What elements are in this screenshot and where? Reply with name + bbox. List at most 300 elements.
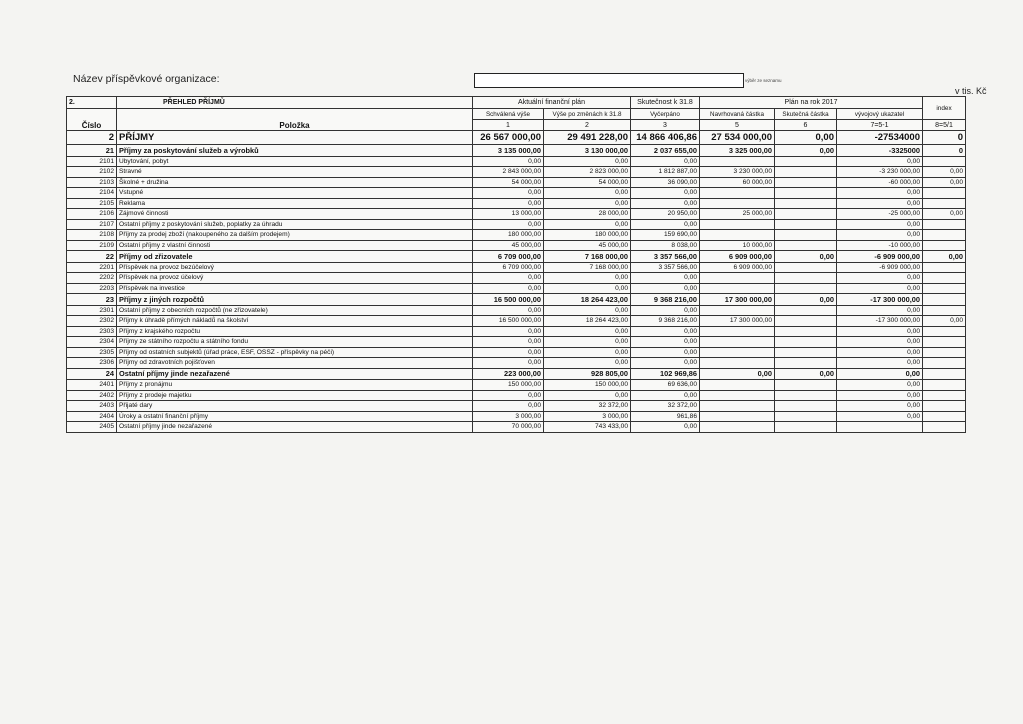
cell-index (923, 283, 966, 294)
table-row (67, 167, 966, 178)
cell-navrhovana: 3 230 000,00 (700, 167, 775, 178)
table-row (67, 316, 966, 327)
cell-schvalena: 6 709 000,00 (473, 262, 544, 273)
org-name-label: Název příspěvkové organizace: (73, 73, 220, 85)
cell-vycerpano: 3 357 566,00 (631, 262, 700, 273)
table-row (67, 145, 966, 157)
cell-schvalena: 16 500 000,00 (473, 316, 544, 327)
cell-index (923, 368, 966, 380)
cell-index (923, 401, 966, 412)
row-name: Zájmové činnosti (117, 209, 473, 220)
cell-vyse-po-zmenach: 7 168 000,00 (544, 251, 631, 263)
cell-index (923, 358, 966, 369)
cell-navrhovana: 10 000,00 (700, 240, 775, 251)
table-row (67, 305, 966, 316)
cell-skutecna (775, 337, 837, 348)
table-row (67, 177, 966, 188)
cell-vyse-po-zmenach: 0,00 (544, 358, 631, 369)
row-code: 2201 (67, 262, 117, 273)
cell-schvalena: 6 709 000,00 (473, 251, 544, 263)
cell-skutecna (775, 240, 837, 251)
cell-vycerpano: 20 950,00 (631, 209, 700, 220)
cell-vyse-po-zmenach: 2 823 000,00 (544, 167, 631, 178)
cell-index (923, 347, 966, 358)
cell-navrhovana: 17 300 000,00 (700, 294, 775, 306)
cell-index: 0,00 (923, 167, 966, 178)
table-row (67, 240, 966, 251)
row-code: 2401 (67, 380, 117, 391)
col-vyse-po-zmenach: Výše po změnách k 31.8 (544, 109, 631, 120)
group-aktualni: Aktuální finanční plán (473, 97, 631, 109)
row-name: Příjmy od zřizovatele (117, 251, 473, 263)
cell-navrhovana (700, 337, 775, 348)
cell-vyvojovy: 0,00 (837, 358, 923, 369)
cell-vycerpano: 0,00 (631, 188, 700, 199)
table-row (67, 368, 966, 380)
table-row (67, 283, 966, 294)
cell-vyvojovy (837, 422, 923, 433)
cell-schvalena: 0,00 (473, 401, 544, 412)
cell-schvalena: 0,00 (473, 347, 544, 358)
cell-skutecna: 0,00 (775, 131, 837, 145)
table-row (67, 294, 966, 306)
cell-vyse-po-zmenach: 18 264 423,00 (544, 294, 631, 306)
row-code: 2 (67, 131, 117, 145)
cell-navrhovana (700, 188, 775, 199)
cell-vycerpano: 0,00 (631, 305, 700, 316)
cell-vyvojovy: -25 000,00 (837, 209, 923, 220)
cell-vyse-po-zmenach: 3 000,00 (544, 411, 631, 422)
cell-navrhovana: 60 000,00 (700, 177, 775, 188)
cell-vyvojovy: -27534000 (837, 131, 923, 145)
org-name-hint: výběr ze seznamu (745, 78, 782, 83)
row-name: Školné + družina (117, 177, 473, 188)
cell-vyvojovy: -17 300 000,00 (837, 316, 923, 327)
cell-skutecna (775, 358, 837, 369)
col-index: index (923, 97, 966, 120)
row-name: Příjmy z pronájmu (117, 380, 473, 391)
col-cislo: Číslo (67, 109, 117, 131)
row-code: 2203 (67, 283, 117, 294)
row-code: 2105 (67, 198, 117, 209)
cell-skutecna (775, 209, 837, 220)
cell-vyse-po-zmenach: 54 000,00 (544, 177, 631, 188)
cell-vyvojovy: 0,00 (837, 326, 923, 337)
cell-schvalena: 26 567 000,00 (473, 131, 544, 145)
col-vycerpano: Vyčerpáno (631, 109, 700, 120)
cell-schvalena: 3 135 000,00 (473, 145, 544, 157)
cell-navrhovana: 17 300 000,00 (700, 316, 775, 327)
cell-vyse-po-zmenach: 0,00 (544, 198, 631, 209)
row-code: 21 (67, 145, 117, 157)
cell-index (923, 273, 966, 284)
cell-skutecna (775, 273, 837, 284)
row-code: 2106 (67, 209, 117, 220)
cell-vyse-po-zmenach: 743 433,00 (544, 422, 631, 433)
cell-vycerpano: 961,86 (631, 411, 700, 422)
row-code: 2101 (67, 156, 117, 167)
cell-vycerpano: 8 038,00 (631, 240, 700, 251)
cell-skutecna (775, 422, 837, 433)
cell-schvalena: 0,00 (473, 219, 544, 230)
table-row (67, 209, 966, 220)
row-name: Přijaté dary (117, 401, 473, 412)
cell-index: 0,00 (923, 251, 966, 263)
table-row (67, 337, 966, 348)
cell-vycerpano: 0,00 (631, 283, 700, 294)
cell-skutecna (775, 380, 837, 391)
cell-vycerpano: 102 969,86 (631, 368, 700, 380)
cell-vyse-po-zmenach: 0,00 (544, 156, 631, 167)
header-row-2 (67, 109, 966, 120)
cell-skutecna: 0,00 (775, 294, 837, 306)
cell-vycerpano: 2 037 655,00 (631, 145, 700, 157)
group-skutecnost: Skutečnost k 31.8 (631, 97, 700, 109)
row-name: Příjmy z prodeje majetku (117, 390, 473, 401)
row-name: Příjmy z krajského rozpočtu (117, 326, 473, 337)
row-name: Ubytování, pobyt (117, 156, 473, 167)
cell-index: 0,00 (923, 177, 966, 188)
cell-schvalena: 0,00 (473, 337, 544, 348)
cell-skutecna (775, 156, 837, 167)
cell-vyvojovy: 0,00 (837, 401, 923, 412)
row-name: Ostatní příjmy z poskytování služeb, poplatky za úhradu (117, 219, 473, 230)
cell-vyse-po-zmenach: 0,00 (544, 390, 631, 401)
cell-vyse-po-zmenach: 29 491 228,00 (544, 131, 631, 145)
cell-vyse-po-zmenach: 180 000,00 (544, 230, 631, 241)
cell-schvalena: 0,00 (473, 305, 544, 316)
cell-index: 0 (923, 131, 966, 145)
revenue-table (66, 96, 966, 433)
cell-skutecna (775, 167, 837, 178)
cell-vycerpano: 0,00 (631, 219, 700, 230)
cell-navrhovana: 6 909 000,00 (700, 251, 775, 263)
row-name: Příjmy ze státního rozpočtu a státního fondu (117, 337, 473, 348)
row-name: PŘÍJMY (117, 131, 473, 145)
cell-navrhovana (700, 273, 775, 284)
cell-vyvojovy: 0,00 (837, 368, 923, 380)
row-name: Příspěvek na provoz účelový (117, 273, 473, 284)
cell-schvalena: 180 000,00 (473, 230, 544, 241)
cell-vyse-po-zmenach: 0,00 (544, 347, 631, 358)
col-navrhovana: Navrhovaná částka (700, 109, 775, 120)
cell-navrhovana (700, 390, 775, 401)
cell-schvalena: 54 000,00 (473, 177, 544, 188)
row-name: Příspěvek na provoz bezúčelový (117, 262, 473, 273)
cell-vycerpano: 1 812 887,00 (631, 167, 700, 178)
row-code: 22 (67, 251, 117, 263)
cell-vyvojovy: -3 230 000,00 (837, 167, 923, 178)
cell-skutecna (775, 326, 837, 337)
cell-schvalena: 0,00 (473, 326, 544, 337)
cell-schvalena: 70 000,00 (473, 422, 544, 433)
row-name: Úroky a ostatní finanční příjmy (117, 411, 473, 422)
cell-vyvojovy: 0,00 (837, 390, 923, 401)
cell-vyvojovy: -6 909 000,00 (837, 262, 923, 273)
cell-navrhovana (700, 358, 775, 369)
row-code: 2403 (67, 401, 117, 412)
row-name: Příjmy za poskytování služeb a výrobků (117, 145, 473, 157)
cell-navrhovana (700, 198, 775, 209)
cell-vycerpano: 0,00 (631, 326, 700, 337)
cell-vyse-po-zmenach: 0,00 (544, 219, 631, 230)
section-number: 2. (67, 97, 117, 109)
table-row (67, 230, 966, 241)
table-row (67, 198, 966, 209)
cell-vyvojovy: 0,00 (837, 305, 923, 316)
cell-vyse-po-zmenach: 7 168 000,00 (544, 262, 631, 273)
row-name: Příjmy z jiných rozpočtů (117, 294, 473, 306)
cell-vyse-po-zmenach: 32 372,00 (544, 401, 631, 412)
cell-vyvojovy: -3325000 (837, 145, 923, 157)
col-schvalena: Schválená výše (473, 109, 544, 120)
col-polozka: Položka (117, 109, 473, 131)
col-num-2: 2 (544, 120, 631, 131)
cell-index (923, 240, 966, 251)
header-row-1 (67, 97, 966, 109)
cell-vyvojovy: 0,00 (837, 230, 923, 241)
units-label: v tis. Kč (955, 86, 987, 96)
cell-skutecna (775, 198, 837, 209)
cell-vyvojovy: 0,00 (837, 411, 923, 422)
row-code: 2104 (67, 188, 117, 199)
row-code: 2108 (67, 230, 117, 241)
cell-index (923, 294, 966, 306)
cell-navrhovana: 0,00 (700, 368, 775, 380)
cell-skutecna (775, 305, 837, 316)
col-num-8: 8=5/1 (923, 120, 966, 131)
cell-navrhovana (700, 380, 775, 391)
cell-skutecna: 0,00 (775, 368, 837, 380)
col-num-5: 5 (700, 120, 775, 131)
cell-vyvojovy: 0,00 (837, 156, 923, 167)
cell-skutecna (775, 316, 837, 327)
cell-vyse-po-zmenach: 28 000,00 (544, 209, 631, 220)
cell-skutecna (775, 230, 837, 241)
row-code: 2103 (67, 177, 117, 188)
cell-navrhovana (700, 401, 775, 412)
cell-vyse-po-zmenach: 0,00 (544, 283, 631, 294)
cell-index (923, 156, 966, 167)
row-code: 2102 (67, 167, 117, 178)
table-row (67, 262, 966, 273)
table-row (67, 347, 966, 358)
row-name: Ostatní příjmy jinde nezařazené (117, 368, 473, 380)
section-title: PŘEHLED PŘÍJMŮ (117, 97, 473, 109)
cell-navrhovana (700, 422, 775, 433)
table-row (67, 358, 966, 369)
cell-index (923, 337, 966, 348)
cell-vycerpano: 32 372,00 (631, 401, 700, 412)
table-row (67, 411, 966, 422)
org-name-select[interactable] (474, 73, 744, 88)
row-name: Ostatní příjmy jinde nezařazené (117, 422, 473, 433)
cell-vyse-po-zmenach: 0,00 (544, 188, 631, 199)
cell-schvalena: 0,00 (473, 283, 544, 294)
cell-navrhovana (700, 219, 775, 230)
cell-vyvojovy: 0,00 (837, 219, 923, 230)
col-num-1: 1 (473, 120, 544, 131)
row-code: 2109 (67, 240, 117, 251)
cell-schvalena: 0,00 (473, 358, 544, 369)
row-code: 2107 (67, 219, 117, 230)
cell-vycerpano: 3 357 566,00 (631, 251, 700, 263)
cell-vyvojovy: 0,00 (837, 283, 923, 294)
row-code: 2402 (67, 390, 117, 401)
row-code: 2404 (67, 411, 117, 422)
cell-index (923, 380, 966, 391)
cell-vyse-po-zmenach: 928 805,00 (544, 368, 631, 380)
cell-vyvojovy: 0,00 (837, 347, 923, 358)
cell-vyvojovy: 0,00 (837, 337, 923, 348)
table-row (67, 251, 966, 263)
cell-index (923, 230, 966, 241)
cell-skutecna: 0,00 (775, 251, 837, 263)
cell-index (923, 262, 966, 273)
cell-schvalena: 0,00 (473, 390, 544, 401)
cell-vyvojovy: 0,00 (837, 198, 923, 209)
cell-vyse-po-zmenach: 0,00 (544, 337, 631, 348)
cell-navrhovana (700, 326, 775, 337)
table-row (67, 219, 966, 230)
cell-schvalena: 2 843 000,00 (473, 167, 544, 178)
cell-vycerpano: 9 368 216,00 (631, 316, 700, 327)
cell-index (923, 198, 966, 209)
table-row (67, 326, 966, 337)
cell-index (923, 219, 966, 230)
cell-index: 0 (923, 145, 966, 157)
table-row (67, 131, 966, 145)
cell-skutecna (775, 219, 837, 230)
cell-schvalena: 0,00 (473, 188, 544, 199)
cell-schvalena: 0,00 (473, 273, 544, 284)
cell-index: 0,00 (923, 209, 966, 220)
cell-skutecna (775, 390, 837, 401)
col-num-7: 7=5-1 (837, 120, 923, 131)
cell-navrhovana (700, 305, 775, 316)
col-vyvojovy: vývojový ukazatel (837, 109, 923, 120)
cell-schvalena: 0,00 (473, 198, 544, 209)
table-row (67, 188, 966, 199)
cell-navrhovana (700, 347, 775, 358)
row-name: Příjmy od zdravotních pojišťoven (117, 358, 473, 369)
cell-navrhovana: 6 909 000,00 (700, 262, 775, 273)
cell-schvalena: 150 000,00 (473, 380, 544, 391)
cell-index (923, 305, 966, 316)
cell-index (923, 390, 966, 401)
row-name: Vstupné (117, 188, 473, 199)
table-row (67, 401, 966, 412)
cell-vyse-po-zmenach: 45 000,00 (544, 240, 631, 251)
cell-vycerpano: 0,00 (631, 358, 700, 369)
cell-vyse-po-zmenach: 18 264 423,00 (544, 316, 631, 327)
cell-skutecna (775, 411, 837, 422)
row-name: Stravné (117, 167, 473, 178)
cell-navrhovana: 25 000,00 (700, 209, 775, 220)
row-code: 2305 (67, 347, 117, 358)
table-row (67, 380, 966, 391)
row-name: Ostatní příjmy z vlastní činnosti (117, 240, 473, 251)
cell-vycerpano: 14 866 406,86 (631, 131, 700, 145)
revenue-table-body (67, 97, 966, 433)
cell-vyvojovy: 0,00 (837, 273, 923, 284)
cell-navrhovana (700, 156, 775, 167)
cell-vyse-po-zmenach: 3 130 000,00 (544, 145, 631, 157)
cell-schvalena: 45 000,00 (473, 240, 544, 251)
row-name: Příspěvek na investice (117, 283, 473, 294)
table-row (67, 273, 966, 284)
cell-vyse-po-zmenach: 0,00 (544, 305, 631, 316)
row-code: 2302 (67, 316, 117, 327)
cell-vycerpano: 69 636,00 (631, 380, 700, 391)
cell-navrhovana: 27 534 000,00 (700, 131, 775, 145)
cell-vycerpano: 0,00 (631, 422, 700, 433)
row-code: 24 (67, 368, 117, 380)
cell-vycerpano: 0,00 (631, 347, 700, 358)
cell-navrhovana (700, 411, 775, 422)
cell-skutecna: 0,00 (775, 145, 837, 157)
cell-vyvojovy: -6 909 000,00 (837, 251, 923, 263)
table-row (67, 156, 966, 167)
group-plan: Plán na rok 2017 (700, 97, 923, 109)
cell-index (923, 326, 966, 337)
cell-vyse-po-zmenach: 0,00 (544, 326, 631, 337)
cell-skutecna (775, 188, 837, 199)
cell-schvalena: 3 000,00 (473, 411, 544, 422)
cell-vyvojovy: -17 300 000,00 (837, 294, 923, 306)
cell-vycerpano: 0,00 (631, 337, 700, 348)
cell-skutecna (775, 283, 837, 294)
cell-skutecna (775, 347, 837, 358)
cell-schvalena: 0,00 (473, 156, 544, 167)
row-code: 2202 (67, 273, 117, 284)
cell-skutecna (775, 262, 837, 273)
row-name: Příjmy k úhradě přímých nákladů na školství (117, 316, 473, 327)
table-row (67, 422, 966, 433)
cell-vyvojovy: -60 000,00 (837, 177, 923, 188)
row-name: Příjmy od ostatních subjektů (úřad práce, ESF, OSSZ - příspěvky na péči) (117, 347, 473, 358)
row-code: 2303 (67, 326, 117, 337)
table-row (67, 390, 966, 401)
cell-index (923, 422, 966, 433)
cell-vyse-po-zmenach: 0,00 (544, 273, 631, 284)
cell-navrhovana (700, 230, 775, 241)
cell-vycerpano: 9 368 216,00 (631, 294, 700, 306)
row-code: 2301 (67, 305, 117, 316)
cell-index: 0,00 (923, 316, 966, 327)
cell-vyvojovy: 0,00 (837, 380, 923, 391)
cell-index (923, 411, 966, 422)
cell-skutecna (775, 401, 837, 412)
cell-vycerpano: 159 690,00 (631, 230, 700, 241)
col-skutecna: Skutečná částka (775, 109, 837, 120)
cell-vyvojovy: 0,00 (837, 188, 923, 199)
row-name: Reklama (117, 198, 473, 209)
row-code: 2405 (67, 422, 117, 433)
col-num-3: 3 (631, 120, 700, 131)
cell-vycerpano: 0,00 (631, 273, 700, 284)
cell-vycerpano: 0,00 (631, 390, 700, 401)
cell-vycerpano: 0,00 (631, 156, 700, 167)
row-code: 2306 (67, 358, 117, 369)
row-name: Příjmy za prodej zboží (nakoupeného za dalším prodejem) (117, 230, 473, 241)
cell-navrhovana (700, 283, 775, 294)
row-code: 2304 (67, 337, 117, 348)
row-name: Ostatní příjmy z obecních rozpočtů (ne zřizovatele) (117, 305, 473, 316)
cell-vyse-po-zmenach: 150 000,00 (544, 380, 631, 391)
cell-vyvojovy: -10 000,00 (837, 240, 923, 251)
cell-schvalena: 13 000,00 (473, 209, 544, 220)
